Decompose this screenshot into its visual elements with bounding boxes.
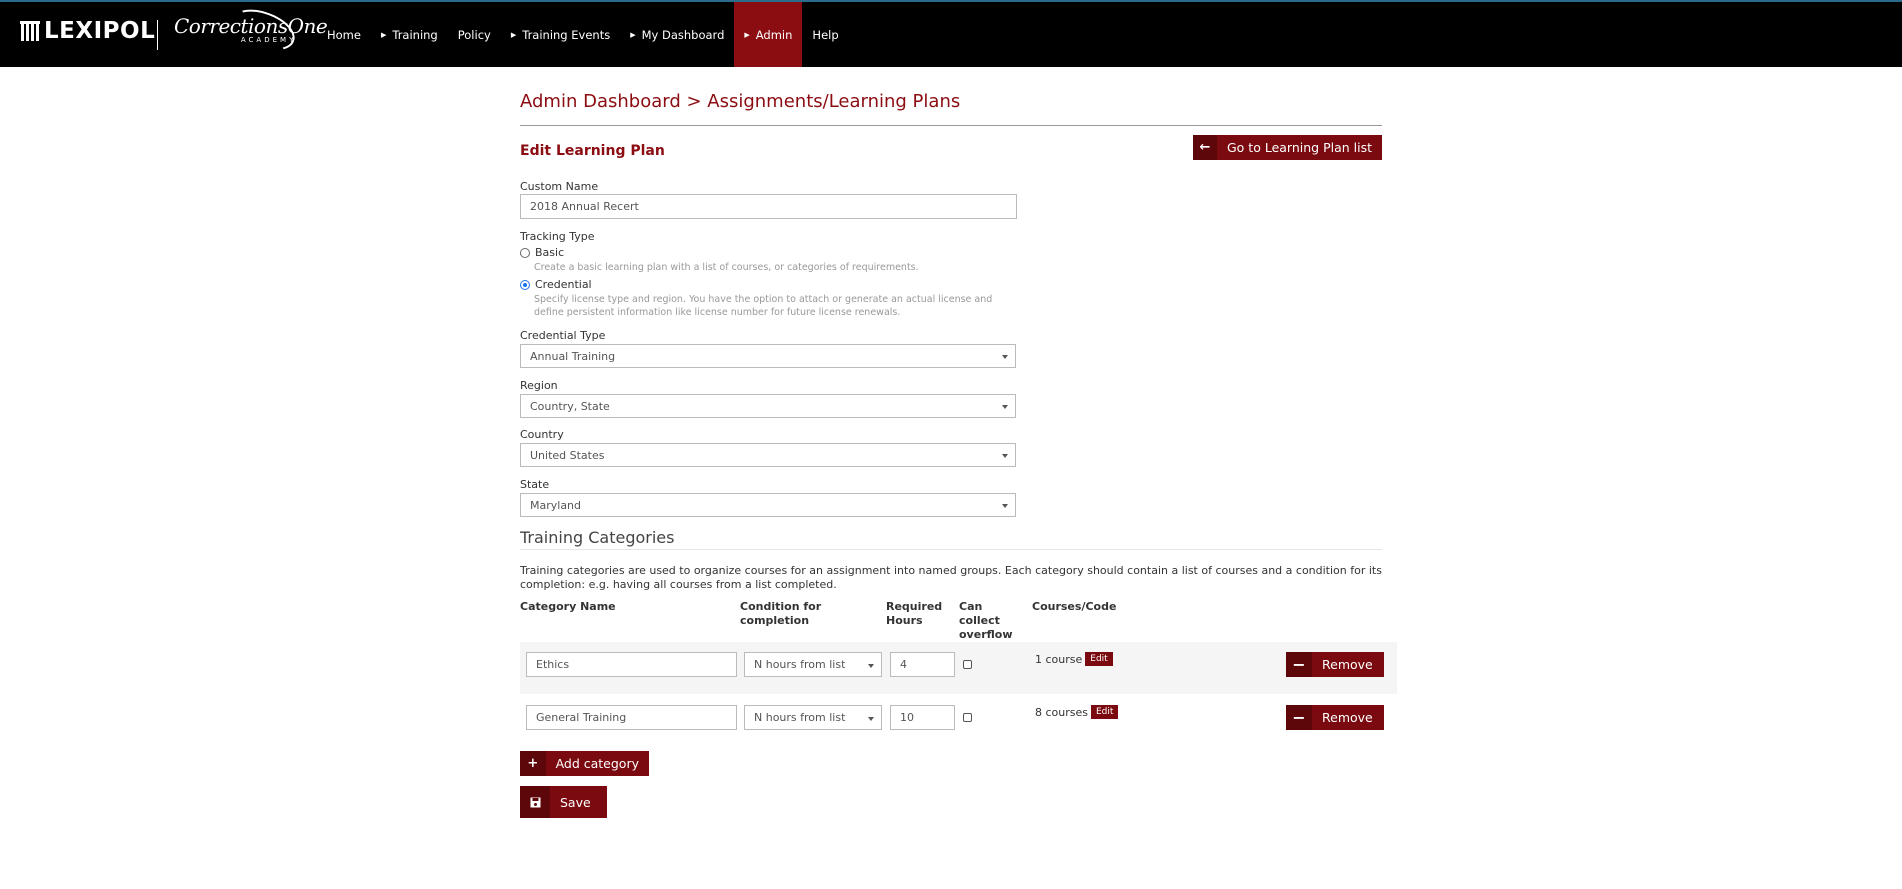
button-label: Go to Learning Plan list: [1227, 140, 1372, 155]
button-label: Save: [560, 794, 591, 810]
credential-type-label: Credential Type: [520, 329, 606, 342]
nav-policy[interactable]: [448, 2, 501, 67]
chevron-down-icon: [868, 717, 874, 721]
condition-select[interactable]: [744, 652, 882, 677]
page-title: Edit Learning Plan: [520, 143, 665, 159]
column-header-courses-code: Courses/Code: [1032, 600, 1117, 613]
custom-name-label: Custom Name: [520, 180, 599, 193]
overflow-checkbox[interactable]: [963, 713, 972, 722]
go-to-learning-plan-list-button[interactable]: [1193, 135, 1382, 160]
lexipol-mark-icon: [20, 19, 40, 43]
courses-cell: [1035, 652, 1113, 666]
select-value: Country, State: [530, 399, 610, 413]
category-name-input[interactable]: General Training: [526, 705, 737, 730]
button-label: Remove: [1322, 710, 1373, 725]
edit-courses-button[interactable]: Edit: [1091, 705, 1118, 719]
button-label: Add category: [555, 756, 639, 771]
courses-cell: [1035, 705, 1118, 719]
region-select[interactable]: [520, 394, 1016, 418]
plus-icon: +: [520, 751, 546, 776]
credential-radio-label: Credential: [535, 278, 592, 291]
nav-training-events[interactable]: [501, 2, 620, 67]
lexipol-wordmark: LEXIPOL: [44, 18, 156, 44]
courses-count: 1 course: [1035, 652, 1083, 666]
training-categories-heading: Training Categories: [520, 528, 675, 547]
column-header-can-collect-overflow: Can collect overflow: [959, 600, 1013, 641]
floppy-disk-icon: [520, 786, 550, 818]
nav-training[interactable]: [371, 2, 448, 67]
remove-category-button[interactable]: [1286, 652, 1384, 677]
breadcrumb: Admin Dashboard > Assignments/Learning Plans: [520, 91, 961, 112]
nav-label: Policy: [457, 27, 491, 42]
chevron-down-icon: [1002, 454, 1008, 458]
nav-label: Admin: [755, 27, 793, 42]
caret-right-icon: ▶: [380, 30, 387, 39]
academy-wordmark: ACADEMY: [240, 36, 297, 44]
courses-count: 8 courses: [1035, 705, 1088, 719]
nav-label: Training Events: [522, 27, 611, 42]
lexipol-logo[interactable]: [20, 18, 155, 44]
nav-help[interactable]: [802, 2, 848, 67]
credential-type-select[interactable]: [520, 344, 1016, 368]
basic-radio-label: Basic: [535, 246, 565, 259]
select-value: N hours from list: [754, 711, 846, 724]
chevron-down-icon: [868, 664, 874, 668]
country-label: Country: [520, 428, 564, 441]
divider: [520, 549, 1382, 550]
chevron-down-icon: [1002, 355, 1008, 359]
country-select[interactable]: [520, 443, 1016, 467]
nav-home[interactable]: [317, 2, 371, 67]
main-nav: [317, 2, 849, 67]
nav-label: Help: [812, 27, 839, 42]
nav-label: My Dashboard: [641, 27, 725, 42]
arrow-left-icon: ←: [1193, 135, 1217, 160]
correctionsone-wordmark: CorrectionsOne: [174, 14, 328, 38]
chevron-down-icon: [1002, 405, 1008, 409]
select-value: Annual Training: [530, 349, 616, 363]
caret-right-icon: ▶: [744, 30, 750, 39]
column-header-condition: Condition for completion: [740, 600, 822, 627]
required-hours-input[interactable]: 10: [890, 705, 955, 730]
divider: [520, 125, 1382, 126]
credential-radio[interactable]: [520, 280, 530, 290]
nav-admin[interactable]: [734, 2, 802, 67]
state-select[interactable]: [520, 493, 1016, 517]
top-navigation-bar: [0, 0, 1902, 67]
edit-courses-button[interactable]: Edit: [1085, 652, 1112, 666]
button-label: Remove: [1322, 657, 1373, 672]
nav-my-dashboard[interactable]: [620, 2, 734, 67]
category-name-input[interactable]: Ethics: [526, 652, 737, 677]
custom-name-input[interactable]: 2018 Annual Recert: [520, 194, 1017, 219]
caret-right-icon: ▶: [630, 30, 636, 39]
select-value: N hours from list: [754, 658, 846, 671]
category-row: [520, 642, 1397, 694]
column-header-required-hours: Required Hours: [886, 600, 943, 627]
tracking-type-label: Tracking Type: [520, 230, 595, 243]
select-value: Maryland: [530, 498, 582, 512]
nav-label: Home: [327, 27, 361, 42]
basic-description: Create a basic learning plan with a list of courses, or categories of requirements.: [534, 262, 919, 273]
minus-icon: −: [1286, 705, 1312, 730]
region-label: Region: [520, 379, 558, 392]
overflow-checkbox[interactable]: [963, 660, 972, 669]
column-header-category-name: Category Name: [520, 600, 616, 613]
logo-swoosh-icon: [226, 2, 300, 58]
caret-right-icon: ▶: [510, 30, 517, 39]
minus-icon: −: [1286, 652, 1312, 677]
select-value: United States: [530, 448, 605, 462]
nav-label: Training: [392, 27, 438, 42]
required-hours-input[interactable]: 4: [890, 652, 955, 677]
remove-category-button[interactable]: [1286, 705, 1384, 730]
add-category-button[interactable]: [520, 751, 649, 776]
condition-select[interactable]: [744, 705, 882, 730]
basic-radio[interactable]: [520, 248, 530, 258]
state-label: State: [520, 478, 550, 491]
training-categories-description: Training categories are used to organize courses for an assignment into named groups. Each category should contain a list of courses and a condition for its completion: e.g. having all courses from a list completed.: [520, 564, 1382, 591]
category-row: [520, 695, 1397, 747]
tracking-basic-option[interactable]: [520, 246, 564, 259]
tracking-credential-option[interactable]: [520, 278, 592, 291]
credential-description: Specify license type and region. You have the option to attach or generate an actual license and define persistent information like license number for future license renewals.: [534, 294, 993, 318]
save-button[interactable]: [520, 786, 607, 818]
chevron-down-icon: [1002, 504, 1008, 508]
logo-divider: [157, 20, 158, 50]
